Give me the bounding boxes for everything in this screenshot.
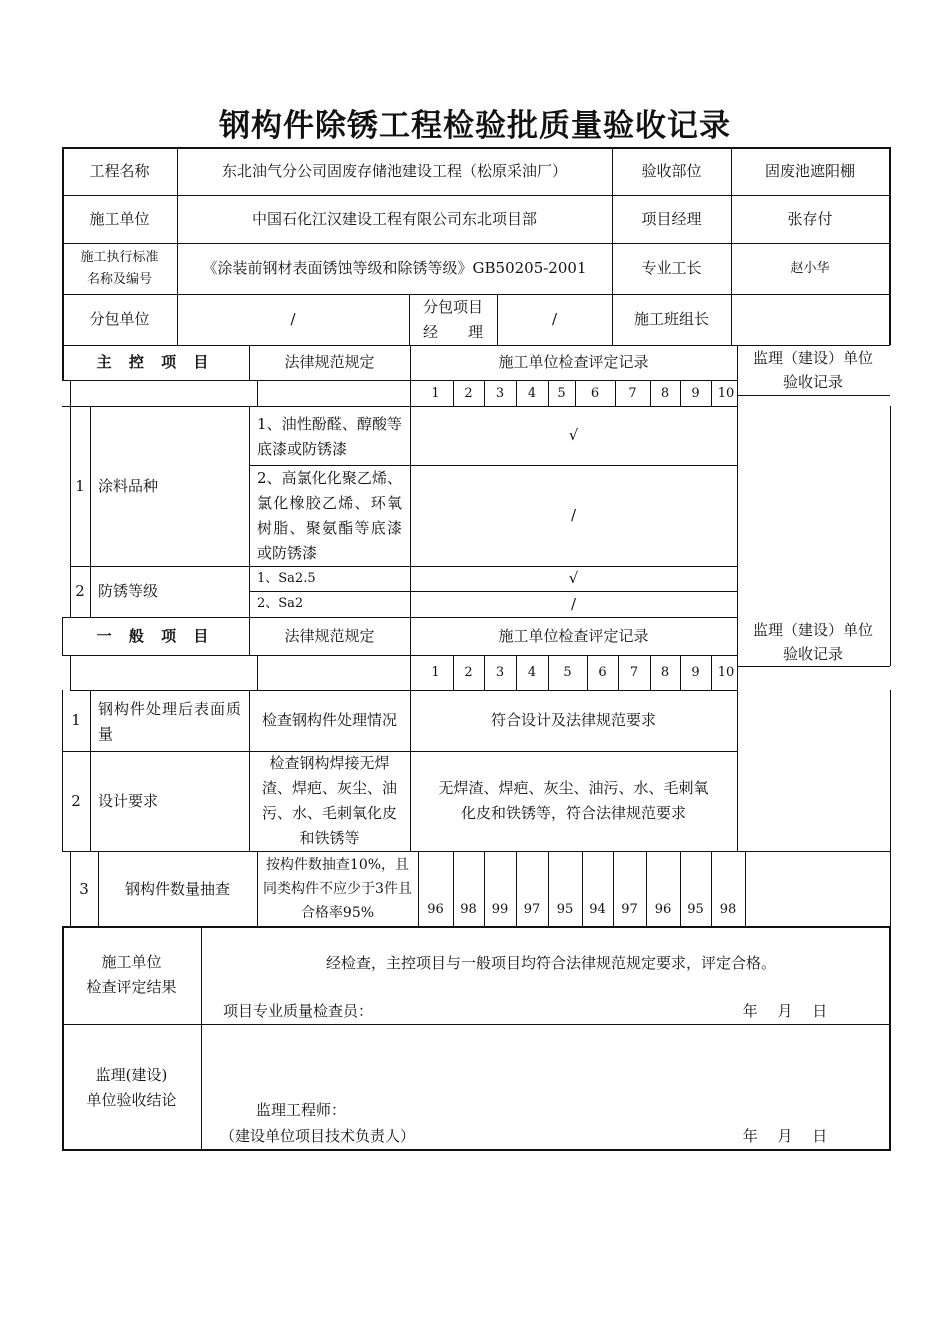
- general-col-4: 4: [527, 665, 537, 680]
- standard-label: [62, 243, 177, 294]
- document-title: 钢构件除锈工程检验批质量验收记录: [219, 108, 731, 144]
- main-item-2-no: 2: [75, 582, 85, 600]
- main-col-5: 5: [557, 385, 566, 401]
- general-col-5: 5: [563, 665, 572, 680]
- main-item-1-spec-2: 2、高氯化化聚乙烯、氯化橡胶乙烯、环氧树脂、聚氨酯等底漆或防锈漆: [257, 468, 402, 562]
- main-spec-header: 法律规范规定: [284, 353, 375, 371]
- sample-value-4: 97: [523, 901, 541, 917]
- main-col-10: 10: [717, 385, 735, 401]
- general-col-9: 9: [691, 665, 700, 680]
- owner-tech-lead-label: （建设单位项目技术负责人）: [220, 1126, 416, 1145]
- supervisor-result-label: [62, 1060, 201, 1116]
- contractor-result-label-line1: 施工单位: [101, 953, 162, 971]
- sample-value-2: 98: [460, 901, 477, 917]
- sub-pm-label: [409, 294, 497, 345]
- general-item-3-spec: 按构件数抽查10%，且同类构件不应少于3件且合格率95%: [263, 857, 412, 921]
- sample-value-5: 95: [556, 901, 574, 917]
- project-name: 东北油气分公司固废存储池建设工程（松原采油厂）: [221, 161, 567, 180]
- team-leader: [731, 294, 889, 345]
- general-item-1-spec: 检查钢构件处理情况: [261, 711, 397, 729]
- sub-pm-label-line2: 经 理: [422, 322, 483, 341]
- general-supervisor-header-line2: 验收记录: [782, 644, 843, 663]
- acceptance-part: 固废池遮阳棚: [764, 161, 855, 180]
- general-item-2-result: 无焊渣、焊疤、灰尘、油污、水、毛刺氧化皮和铁锈等，符合法律规范要求: [438, 779, 709, 822]
- standard: 《涂装前钢材表面锈蚀等级和除锈等级》GB50205-2001: [202, 259, 587, 277]
- main-col-2: 2: [464, 385, 473, 401]
- supervising-engineer-label: 监理工程师：: [256, 1100, 347, 1119]
- project-name-label: 工程名称: [89, 161, 150, 180]
- contractor: 中国石化江汉建设工程有限公司东北项目部: [251, 209, 537, 228]
- standard-label-line1: 施工执行标准: [80, 249, 159, 265]
- main-col-3: 3: [495, 385, 505, 401]
- main-item-1-result-1: √: [568, 426, 579, 444]
- general-item-2-no: 2: [71, 791, 81, 810]
- supervisor-result-label-line2: 单位验收结论: [86, 1091, 177, 1109]
- general-item-1-no: 1: [71, 711, 81, 729]
- main-item-2-spec-1: 1、Sa2.5: [257, 570, 316, 586]
- sub-pm-value: /: [551, 310, 558, 328]
- supervisor-result-label-line1: 监理(建设): [95, 1066, 168, 1084]
- main-supervisor-header-line2: 验收记录: [782, 373, 843, 391]
- general-spec-header: 法律规范规定: [284, 626, 375, 645]
- foreman: 赵小华: [790, 260, 830, 276]
- main-item-2-result-2: /: [570, 594, 577, 613]
- main-col-8: 8: [660, 385, 670, 401]
- sub-pm-label-line1: 分包项目: [422, 297, 483, 316]
- general-item-3-name: 钢构件数量抽查: [124, 879, 230, 898]
- pm-label: 项目经理: [641, 209, 702, 228]
- sub-label: 分包单位: [89, 310, 150, 328]
- frame-right-top: [889, 147, 891, 345]
- quality-inspector-label: 项目专业质量检查员：: [223, 1001, 374, 1020]
- acceptance-part-label: 验收部位: [641, 161, 702, 180]
- general-supervisor-header: [737, 617, 889, 666]
- general-col-3: 3: [495, 665, 505, 680]
- contractor-conclusion: 经检查，主控项目与一般项目均符合法律规范规定要求，评定合格。: [325, 953, 776, 972]
- contractor-date: 年 月 日: [742, 1001, 828, 1020]
- general-col-2: 2: [464, 665, 473, 680]
- general-col-7: 7: [629, 665, 639, 680]
- main-record-header: 施工单位检查评定记录: [498, 353, 649, 371]
- general-col-1: 1: [431, 665, 440, 680]
- main-item-1-result-2: /: [570, 506, 577, 524]
- sub-value: /: [290, 310, 296, 328]
- main-item-1-name: 涂料品种: [98, 476, 159, 495]
- contractor-result-label: [62, 926, 201, 1024]
- main-item-2-name: 防锈等级: [98, 582, 159, 600]
- main-supervisor-header: [737, 345, 889, 395]
- main-item-2-result-1: √: [568, 569, 579, 587]
- general-record-header: 施工单位检查评定记录: [498, 626, 649, 645]
- main-col-6: 6: [590, 385, 600, 401]
- main-section-label: 主 控 项 目: [96, 353, 215, 371]
- contractor-result-label-line2: 检查评定结果: [86, 978, 177, 996]
- main-col-7: 7: [628, 385, 637, 401]
- foreman-label: 专业工长: [641, 259, 702, 277]
- general-item-3-no: 3: [79, 879, 89, 898]
- contractor-label: 施工单位: [89, 209, 150, 228]
- main-col-4: 4: [527, 385, 537, 401]
- general-supervisor-header-line1: 监理（建设）单位: [752, 620, 873, 639]
- sample-value-10: 98: [719, 901, 737, 917]
- main-item-2-spec-2: 2、Sa2: [257, 596, 304, 611]
- standard-label-line2: 名称及编号: [86, 271, 152, 287]
- pm: 张存付: [787, 209, 833, 228]
- sample-value-7: 97: [621, 901, 638, 917]
- general-col-6: 6: [598, 665, 607, 680]
- general-item-1-result: 符合设计及法律规范要求: [490, 711, 656, 729]
- sample-value-3: 99: [491, 901, 509, 917]
- main-col-1: 1: [431, 385, 440, 401]
- general-item-2-spec: 检查钢构焊接无焊渣、焊疤、灰尘、油污、水、毛刺氧化皮和铁锈等: [261, 754, 397, 847]
- main-supervisor-header-line1: 监理（建设）单位: [752, 349, 873, 367]
- main-item-1-no: 1: [75, 476, 85, 495]
- sample-value-9: 95: [687, 901, 704, 917]
- general-col-10: 10: [717, 665, 735, 680]
- general-item-1-name: 钢构件处理后表面质量: [98, 700, 241, 743]
- sample-value-6: 94: [589, 901, 606, 917]
- main-col-9: 9: [691, 385, 700, 401]
- sample-value-1: 96: [427, 901, 444, 917]
- sample-value-8: 96: [654, 901, 672, 917]
- supervisor-date: 年 月 日: [742, 1126, 828, 1145]
- general-section-label: 一 般 项 目: [96, 626, 215, 645]
- general-item-2-name: 设计要求: [98, 791, 159, 810]
- general-col-8: 8: [660, 665, 670, 680]
- team-leader-label: 施工班组长: [633, 310, 709, 328]
- main-item-1-spec-1: 1、油性酚醛、醇酸等底漆或防锈漆: [257, 414, 402, 458]
